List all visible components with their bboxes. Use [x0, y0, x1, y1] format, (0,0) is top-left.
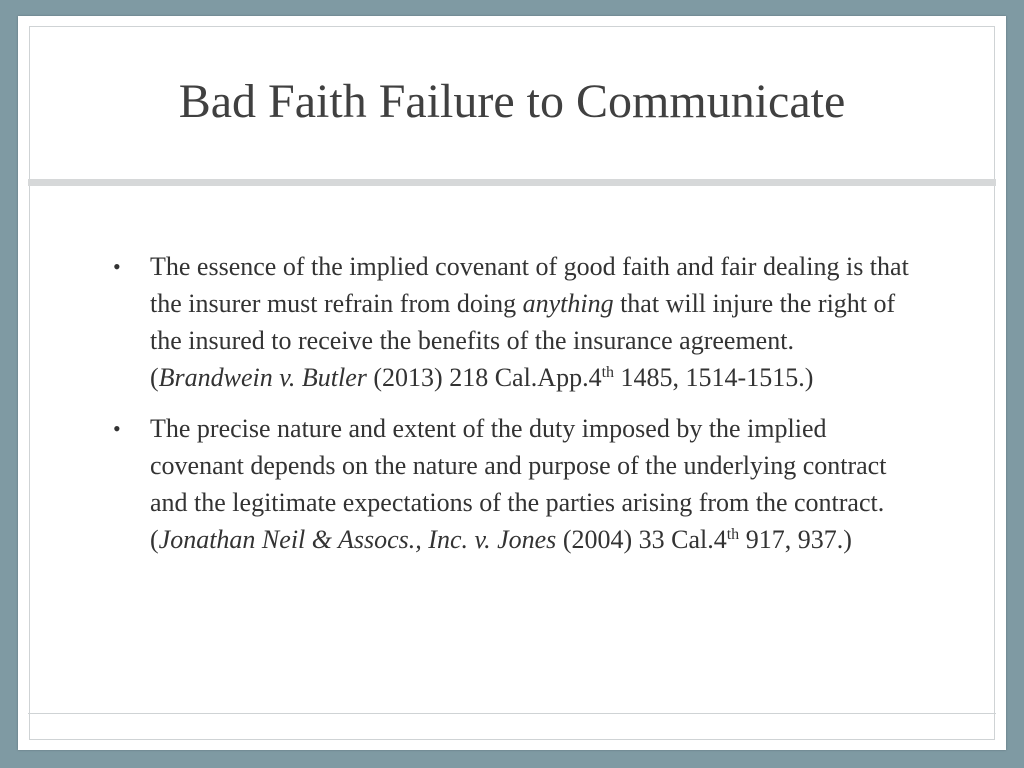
- bullet-text: The precise nature and extent of the duty imposed by the implied covenant depends on the nature and purpose of the underlying contract and the legitimate expectations of the parties arising from the contract. (: [150, 414, 887, 554]
- bullet-item-1: [113, 248, 913, 396]
- title-divider: [28, 179, 996, 186]
- bullet-item-2: [113, 410, 913, 558]
- bullet-emphasis: anything: [522, 289, 614, 318]
- bullet-marker: •: [113, 254, 121, 279]
- bullet-marker: •: [113, 416, 121, 441]
- slide-body: [113, 248, 913, 572]
- bullet-text: The essence of the implied covenant of good faith and fair dealing is that the insurer must refrain from doing: [150, 252, 909, 318]
- citation-superscript: th: [601, 364, 615, 381]
- slide-title: Bad Faith Failure to Communicate: [178, 75, 846, 128]
- case-name: Jonathan Neil & Assocs., Inc. v. Jones: [158, 525, 557, 554]
- citation-text: (2013) 218 Cal.App.4: [366, 363, 602, 392]
- citation-superscript: th: [726, 526, 740, 543]
- slide: [18, 16, 1006, 750]
- citation-pages: 917, 937.): [739, 525, 852, 554]
- bullet-text: that will injure the right of the insured to receive the benefits of the insurance agreement. (: [150, 289, 896, 392]
- bottom-divider: [28, 713, 996, 714]
- case-name: Brandwein v. Butler: [158, 363, 367, 392]
- citation-text: (2004) 33 Cal.4: [556, 525, 727, 554]
- citation-pages: 1485, 1514-1515.): [614, 363, 814, 392]
- title-band: [18, 16, 1006, 178]
